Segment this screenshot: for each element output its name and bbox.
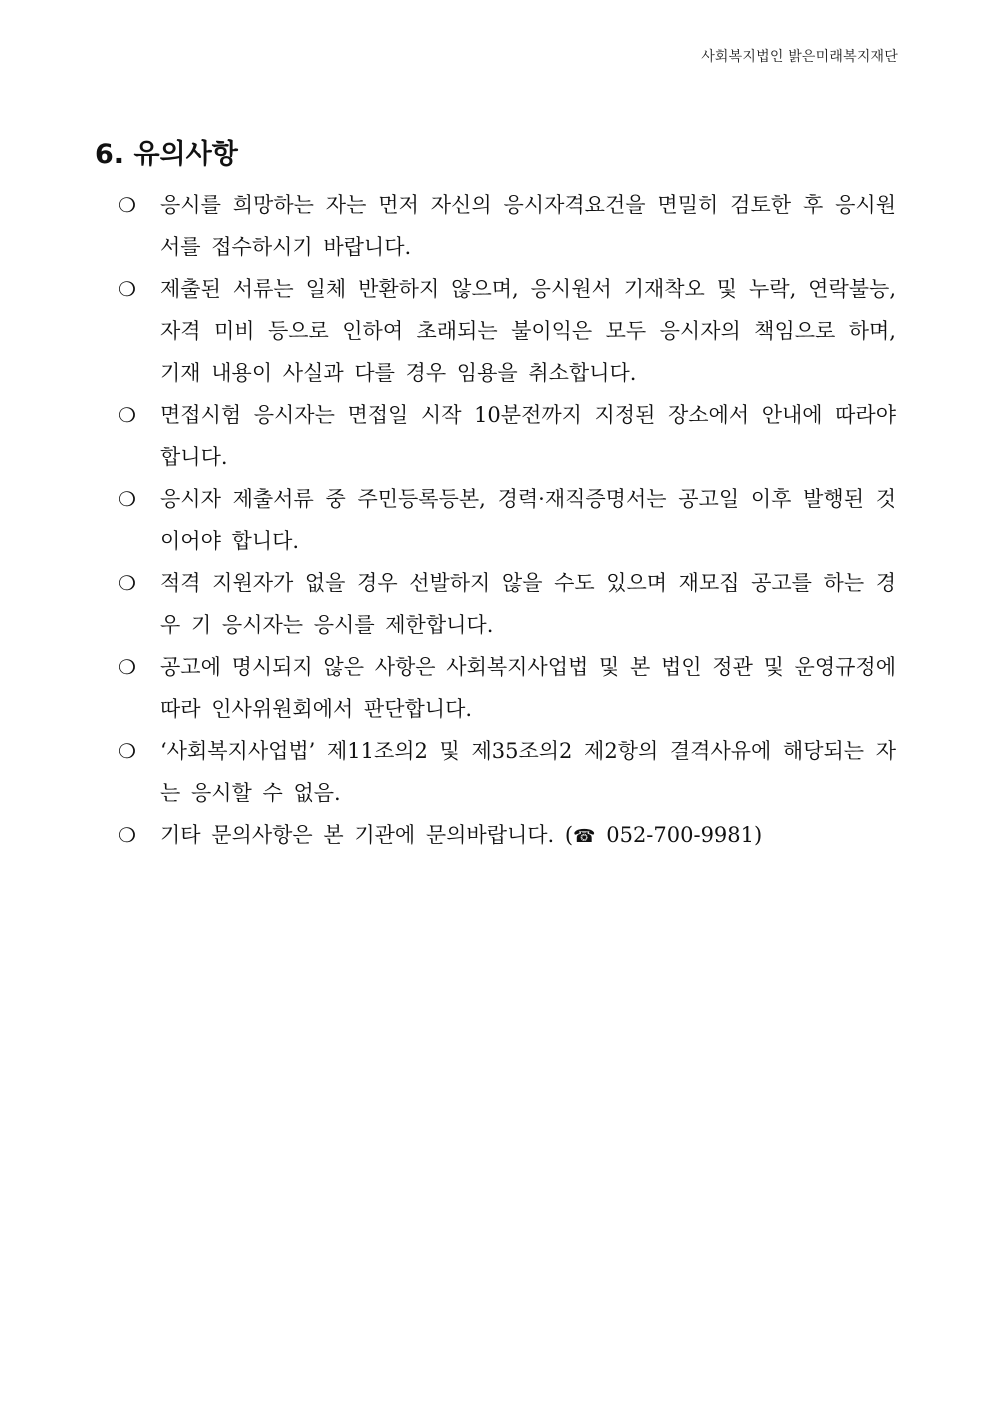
list-item xyxy=(118,814,896,858)
bullet-icon: ❍ xyxy=(118,823,136,847)
bullet-icon: ❍ xyxy=(118,571,136,595)
list-item xyxy=(118,646,896,730)
bullet-icon: ❍ xyxy=(118,739,136,763)
bullet-icon: ❍ xyxy=(118,655,136,679)
list-item xyxy=(118,394,896,478)
telephone-icon: ☎ xyxy=(573,826,596,847)
list-item xyxy=(118,184,896,268)
list-item xyxy=(118,268,896,394)
closing-paren: ) xyxy=(754,823,763,847)
phone-number: 052-700-9981 xyxy=(606,823,755,847)
notice-text: 면접시험 응시자는 면접일 시작 10분전까지 지정된 장소에서 안내에 따라야 합니다. xyxy=(160,403,896,469)
notice-text: 공고에 명시되지 않은 사항은 사회복지사업법 및 본 법인 정관 및 운영규정에 따라 인사위원회에서 판단합니다. xyxy=(160,655,896,721)
notice-text-contact xyxy=(160,814,896,858)
org-header: 사회복지법인 밝은미래복지재단 xyxy=(701,49,898,65)
bullet-icon: ❍ xyxy=(118,487,136,511)
section-title: 6. 유의사항 xyxy=(95,139,238,170)
bullet-icon: ❍ xyxy=(118,193,136,217)
list-item xyxy=(118,730,896,814)
list-item xyxy=(118,478,896,562)
notice-text: 제출된 서류는 일체 반환하지 않으며, 응시원서 기재착오 및 누락, 연락불능, 자격 미비 등으로 인하여 초래되는 불이익은 모두 응시자의 책임으로 하며, 기재 내용이 사실과 다를 경우 임용을 취소합니다. xyxy=(160,277,896,385)
bullet-icon: ❍ xyxy=(118,403,136,427)
notice-text: 기타 문의사항은 본 기관에 문의바랍니다. ( xyxy=(160,823,574,847)
notice-text: 적격 지원자가 없을 경우 선발하지 않을 수도 있으며 재모집 공고를 하는 경우 기 응시자는 응시를 제한합니다. xyxy=(160,571,896,637)
notice-text: 응시를 희망하는 자는 먼저 자신의 응시자격요건을 면밀히 검토한 후 응시원서를 접수하시기 바랍니다. xyxy=(160,193,896,259)
bullet-icon: ❍ xyxy=(118,277,136,301)
notice-text: ‘사회복지사업법’ 제11조의2 및 제35조의2 제2항의 결격사유에 해당되는 자는 응시할 수 없음. xyxy=(160,739,896,805)
notice-text: 응시자 제출서류 중 주민등록등본, 경력·재직증명서는 공고일 이후 발행된 것이어야 합니다. xyxy=(160,487,896,553)
notice-list xyxy=(118,184,896,858)
list-item xyxy=(118,562,896,646)
